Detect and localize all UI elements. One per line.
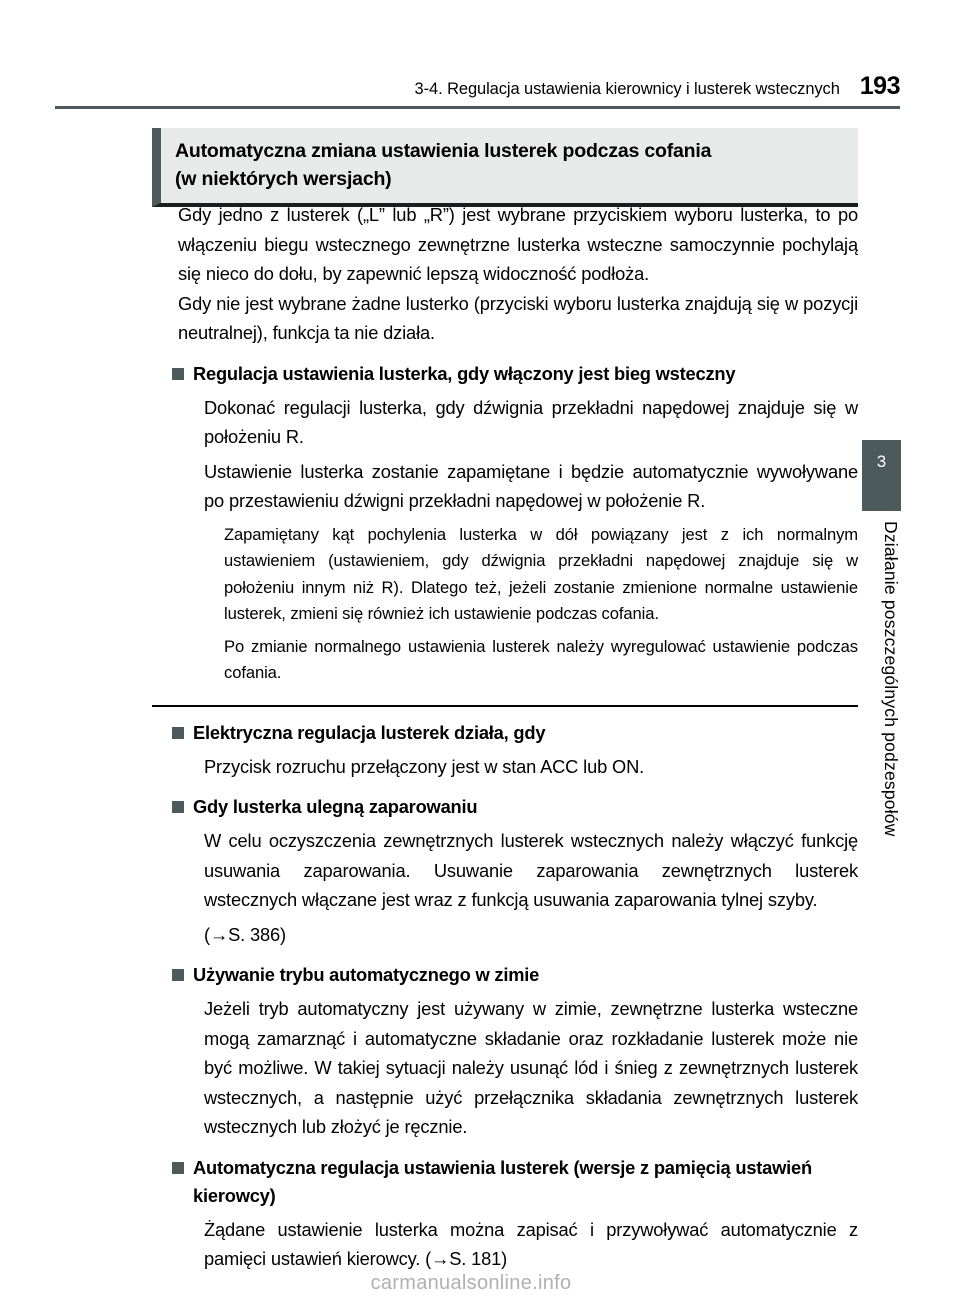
square-bullet-icon [172, 969, 184, 981]
note-body-auto-mirror-memory: Żądane ustawienie lusterka można zapisać i przywoływać automatycznie z pamięci ustawień kierowcy. (→S. 181) [204, 1218, 858, 1269]
note-heading-label: Elektryczna regulacja lusterek działa, gdy [193, 721, 546, 743]
note-body-winter-auto-mode: Jeżeli tryb automatyczny jest używany w zimie, zewnętrzne lusterka wsteczne mogą zamarznąć i automatyczne składanie oraz rozkładanie lusterek może nie być możliwe. W takiej sytuacji należy usunąć lód i śnieg z zewnętrznych lusterek wstecznych, a następnie użyć przełącznika składania zewnętrznych lusterek wstecznych lub złożyć je ręcznie. [204, 998, 858, 1137]
note-heading-winter-auto-mode [172, 961, 858, 989]
chapter-number-tab [862, 440, 901, 511]
header-section-title: 3-4. Regulacja ustawienia kierownicy i lusterek wstecznych [414, 80, 840, 98]
reverse-section-paragraph-1: Dokonać regulacji lusterka, gdy dźwignia przekładni napędowej znajduje się w położeniu R. [204, 396, 858, 447]
page-content [152, 200, 858, 1274]
reverse-section-note-1: Zapamiętany kąt pochylenia lusterka w dół powiązany jest z ich normalnym ustawieniem (ustawieniem, gdy dźwignia przekładni napędowej znajduje się w położeniu innym niż R). Dlatego też, jeżeli zostanie zmienione normalne ustawienie lusterek, zmieni się również ich ustawienie podczas cofania. [224, 524, 858, 623]
note-heading-fogged-mirrors [172, 793, 858, 821]
note-heading-label-line-1: Automatyczna regulacja ustawienia lusterek (wersje z pamięcią ustawień [193, 1156, 812, 1178]
note-heading-electric-adjust [172, 719, 858, 747]
note-heading-label: Używanie trybu automatycznego w zimie [193, 964, 540, 985]
footer-watermark: carmanualsonline.info [370, 1272, 572, 1294]
note-heading-auto-mirror-memory [172, 1154, 858, 1210]
reverse-section-heading-label: Regulacja ustawienia lusterka, gdy włączony jest bieg wsteczny [193, 362, 736, 384]
intro-paragraph-2: Gdy nie jest wybrane żadne lusterko (przyciski wyboru lusterka znajdują się w pozycji neutralnej), funkcja ta nie działa. [178, 292, 858, 343]
square-bullet-icon [172, 1162, 184, 1174]
section-title-line-2: (w niektórych wersjach) [175, 168, 392, 190]
square-bullet-icon [172, 727, 184, 739]
square-bullet-icon [172, 368, 184, 380]
note-body-fogged-mirrors: W celu oczyszczenia zewnętrznych lusterek wstecznych należy włączyć funkcję usuwania zaparowania. Usuwanie zaparowania zewnętrznych lusterek wstecznych włączane jest wraz z funkcją usuwania zaparowania tylnej szyby. [204, 830, 858, 910]
page-header [55, 72, 900, 101]
chapter-title-vertical: Działanie poszczególnych podzespołów [881, 521, 901, 837]
section-title-line-1: Automatyczna zmiana ustawienia lusterek podczas cofania [175, 140, 712, 162]
reverse-section-heading [172, 360, 858, 388]
square-bullet-icon [172, 801, 184, 813]
note-heading-label-line-2: kierowcy) [193, 1184, 276, 1206]
chapter-number-label: 3 [876, 452, 887, 471]
page-number: 193 [859, 72, 900, 100]
intro-paragraph-1: Gdy jedno z lusterek („L” lub „R”) jest wybrane przyciskiem wyboru lusterka, to po włączeniu biegu wstecznego zewnętrzne lusterka wsteczne samoczynnie pochylają się nieco do dołu, by zapewnić lepszą widoczność podłoża. [178, 204, 858, 284]
section-divider [152, 705, 858, 707]
header-rule [55, 106, 900, 109]
note-heading-label: Gdy lusterka ulegną zaparowaniu [193, 796, 478, 817]
note-reference-fogged-mirrors[interactable]: (→S. 386) [204, 923, 286, 945]
reverse-section-paragraph-2: Ustawienie lusterka zostanie zapamiętane i będzie automatycznie wywoływane po przestawieniu dźwigni przekładni napędowej w położenie R. [204, 460, 858, 511]
reverse-section-note-2: Po zmianie normalnego ustawienia lusterek należy wyregulować ustawienie podczas cofania. [224, 636, 858, 682]
note-body-electric-adjust: Przycisk rozruchu przełączony jest w stan ACC lub ON. [204, 755, 645, 777]
section-title-box [152, 128, 858, 207]
